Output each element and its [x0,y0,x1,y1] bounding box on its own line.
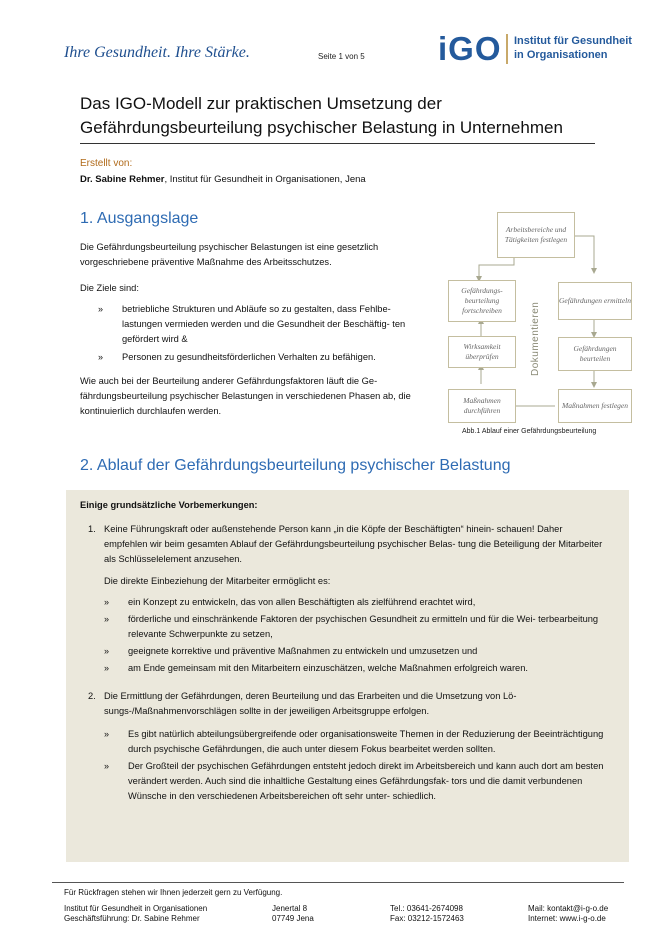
box-wirksamkeit-ueberpruefen: Wirksamkeit überprüfen [448,336,516,368]
footer-mail[interactable]: Mail: kontakt@i-g-o.de [528,904,609,913]
remark-item-1-text: Keine Führungskraft oder außenstehende Person kann „in die Köpfe der Beschäftigten“ hinein- schauen! Daher empfehlen wir beim gesamten Ablauf der Gefährdungsbeurteilung psychischer Belas- tung die Beteiligung der Mitarbeiter als Schlüsselelement anzusehen. [104,524,603,564]
title-divider [80,143,595,144]
remark-item-2-text: Die Ermittlung der Gefährdungen, deren Beurteilung und das Erarbeiten und die Umsetzung von Lö- sungs-/Maßnahmenvorschlägen sollte in der jeweiligen Arbeitsgruppe erfolgen. [104,691,517,716]
remark-item-1: 1. Keine Führungskraft oder außenstehende Person kann „in die Köpfe der Beschäftigten“ hinein- schauen! Daher empfehlen wir beim gesamten Ablauf der Gefährdungsbeurteilung psychischer Belas- tung die Beteiligung der Mitarbeiter als Schlüsselelement anzusehen. Die direkte Einbeziehung der Mitarbeiter ermöglicht es: » ein Konzept zu entwickeln, das von allen Beschäftigten als zielführend erachtet wird, » förderliche und einschränkende Faktoren der psychischen Gesundheit zu ermitteln und für die Wei- terbearbeitung relevante Schwerpunkte zu setzen, » geeignete korrektive und präventive Maßnahmen zu entwickeln und umzusetzen und » am Ende gemeinsam mit den Mitarbeitern einzuschätzen, welche Maßnahmen erfolgreich waren. [88,522,608,676]
footer-ceo: Geschäftsführung: Dr. Sabine Rehmer [64,914,200,923]
box-gefaehrdungen-beurteilen: Gefährdungen beurteilen [558,337,632,371]
list-item: » Der Großteil der psychischen Gefährdungen entsteht jedoch direkt im Arbeitsbereich und kann auch dort am besten verändert werden. Auch sind die inhaltliche Gestaltung eines Gefährdungsfak- tors und die damit verbundenen Wünsche in den verschiedenen Arbeitsbereichen oft sehr unter- schiedlich. [104,759,608,804]
remark-item-1-sub: Die direkte Einbeziehung der Mitarbeiter ermöglicht es: [104,576,331,586]
remark-item-1-bullets [88,595,608,676]
section1-heading: 1. Ausgangslage [80,210,199,227]
author-label: Erstellt von: [80,158,133,169]
box-arbeitsbereiche: Arbeitsbereiche und Tätigkeiten festlegen [497,212,575,258]
logo-name-line1: Institut für Gesundheit [514,35,632,47]
footer-org-name: Institut für Gesundheit in Organisationen [64,904,208,913]
process-diagram [444,210,634,420]
remark-item-2-bullets [88,727,608,804]
footer-street: Jenertal 8 [272,904,308,913]
box-massnahmen-festlegen: Maßnahmen festlegen [558,389,632,423]
goals-label: Die Ziele sind: [80,283,139,293]
igo-logo: iGO [438,30,502,67]
footer-fax: Fax: 03212-1572463 [390,914,464,923]
box-gefaehrdungen-ermitteln: Gefährdungen ermitteln [558,282,632,320]
list-item: » am Ende gemeinsam mit den Mitarbeitern einzuschätzen, welche Maßnahmen erfolgreich waren. [104,661,608,676]
footer-divider [52,882,624,883]
figure-caption: Abb.1 Ablauf einer Gefährdungsbeurteilung [462,428,597,435]
section1-closing: Wie auch bei der Beurteilung anderer Gefährdungsfaktoren läuft die Ge- fährdungsbeurteilung psychischer Belastungen in verschiedenen Phasen ab, die kontinuierlich durchlaufen werden. [80,376,411,416]
author-affiliation: , Institut für Gesundheit in Organisationen, Jena [164,174,366,185]
box-massnahmen-durchfuehren: Maßnahmen durchführen [448,389,516,423]
footer-phone [390,904,464,924]
logo-divider [506,34,508,64]
arrow-start-to-fortschreiben [479,256,514,278]
goals-list [98,302,430,365]
footer-tel: Tel.: 03641-2674098 [390,904,463,913]
goal-item: » betriebliche Strukturen und Abläufe so zu gestalten, dass Fehlbe- lastungen vermieden werden und die Gesundheit der Beschäftig- ten gefördert wird & [98,302,430,347]
list-item: » geeignete korrektive und präventive Maßnahmen zu entwickeln und umzusetzen und [104,644,608,659]
tagline: Ihre Gesundheit. Ihre Stärke. [64,44,250,61]
section2-heading: 2. Ablauf der Gefährdungsbeurteilung psychischer Belastung [80,457,511,474]
list-item: » Es gibt natürlich abteilungsübergreifende oder organisationsweite Themen in der Reduzierung der Beeinträchtigung durch psychische Gefährdungen, die auch unter diesem Fokus bearbeitet werden sollten. [104,727,608,757]
box-beurteilung-fortschreiben: Gefährdungs- beurteilung fortschreiben [448,280,516,322]
dokumentieren-label: Dokumentieren [530,301,541,376]
footer-web[interactable]: Internet: www.i-g-o.de [528,914,606,923]
list-item: » ein Konzept zu entwickeln, das von allen Beschäftigten als zielführend erachtet wird, [104,595,608,610]
author-line [80,174,366,185]
footer-note: Für Rückfragen stehen wir Ihnen jederzeit gern zu Verfügung. [64,888,283,897]
goal-item: » Personen zu gesundheitsförderlichen Verhalten zu befähigen. [98,350,430,365]
logo-institute-name [514,34,632,62]
page-number: Seite 1 von 5 [318,52,365,61]
list-item: » förderliche und einschränkende Faktoren der psychischen Gesundheit zu ermitteln und für die Wei- terbearbeitung relevante Schwerpunkte zu setzen, [104,612,608,642]
title-line2: Gefährdungsbeurteilung psychischer Belastung in Unternehmen [80,118,563,137]
remark-item-2: 2. Die Ermittlung der Gefährdungen, deren Beurteilung und das Erarbeiten und die Umsetzung von Lö- sungs-/Maßnahmenvorschlägen sollte in der jeweiligen Arbeitsgruppe erfolgen. » Es gibt natürlich abteilungsübergreifende oder organisationsweite Themen in der Reduzierung der Beeinträchtigung durch psychische Gefährdungen, die auch unter diesem Fokus bearbeitet werden sollten. » Der Großteil der psychischen Gefährdungen entsteht jedoch direkt im Arbeitsbereich und kann auch dort am besten verändert werden. Auch sind die inhaltliche Gestaltung eines Gefährdungsfak- tors und die damit verbundenen Wünsche in den verschiedenen Arbeitsbereichen oft sehr unter- schiedlich. [88,689,608,804]
title-line1: Das IGO-Modell zur praktischen Umsetzung der [80,94,442,113]
footer-city: 07749 Jena [272,914,314,923]
section1-intro: Die Gefährdungsbeurteilung psychischer Belastungen ist eine gesetzlich vorgeschriebene präventive Maßnahme des Arbeitsschutzes. [80,242,379,267]
footer-contact [528,904,608,924]
document-title [80,92,600,140]
logo-name-line2: in Organisationen [514,49,608,61]
footer-address [272,904,314,924]
footer-org [64,904,207,924]
author-name: Dr. Sabine Rehmer [80,174,165,185]
panel-title: Einige grundsätzliche Vorbemerkungen: [80,500,258,510]
